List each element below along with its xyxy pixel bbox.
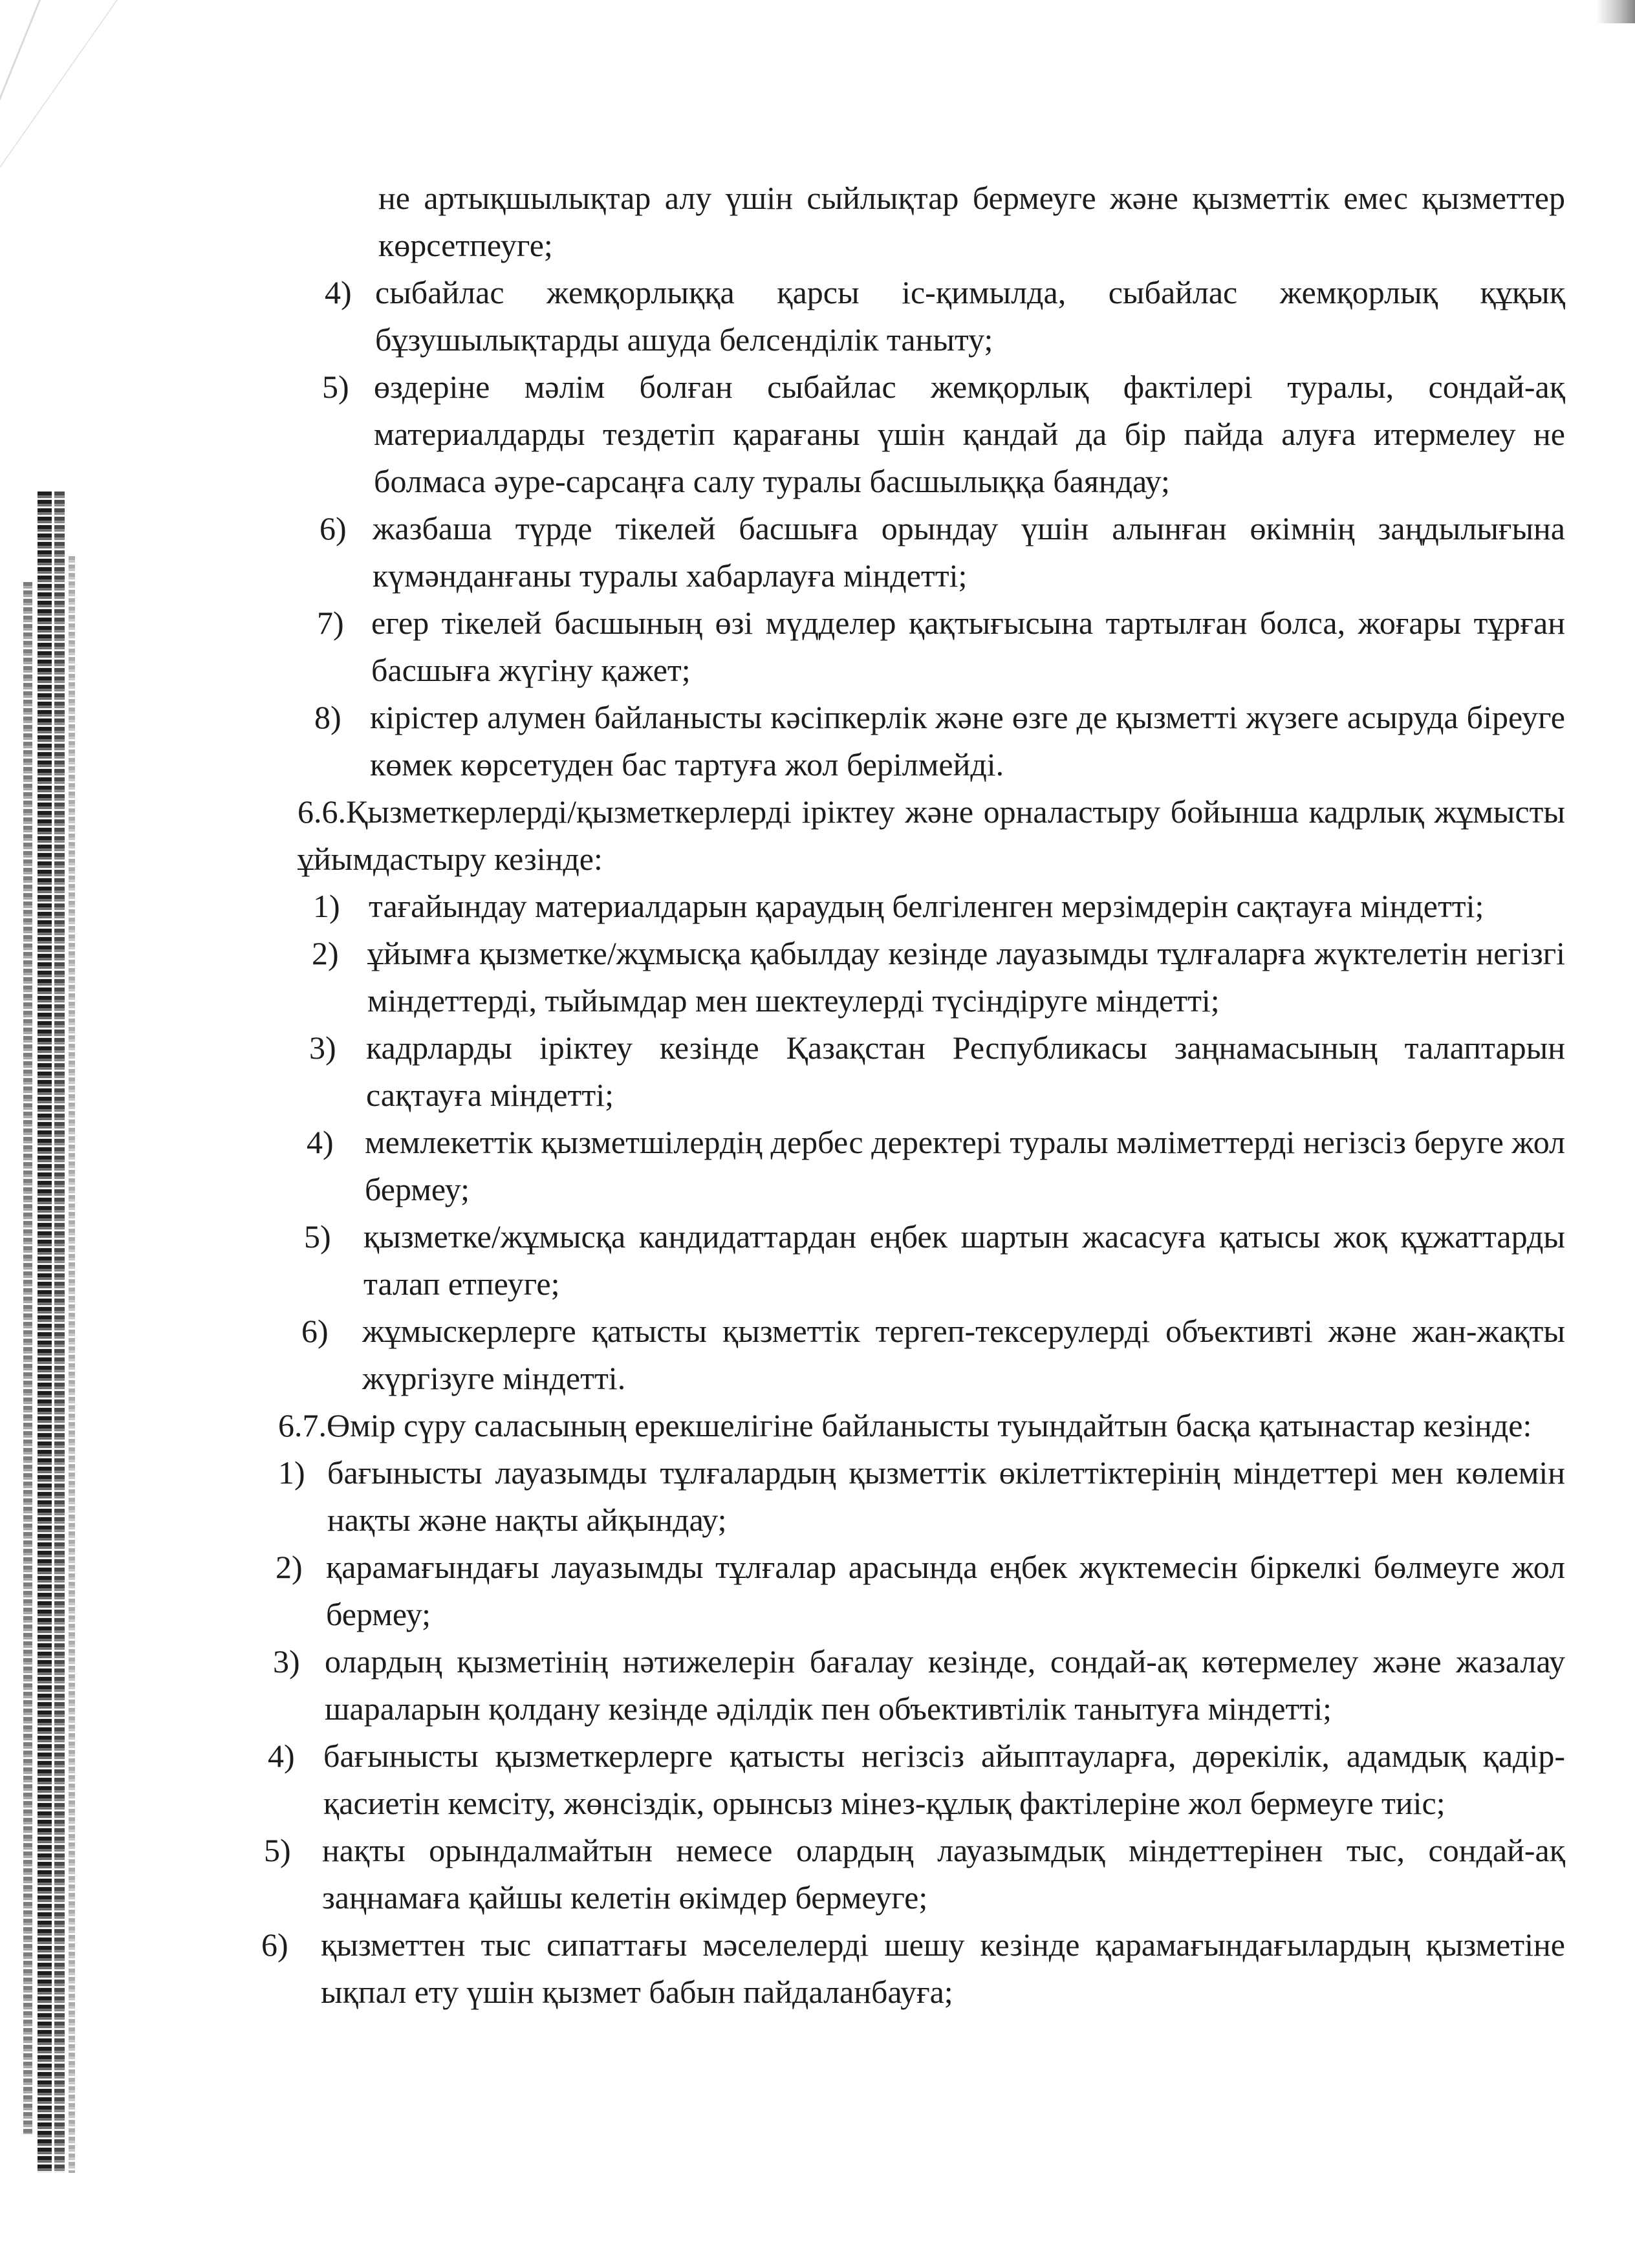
list-item-text: кірістер алумен байланысты кәсіпкерлік және өзге де қызметті жүзеге асыруда біреуге көмек көрсетуден бас тартуға жол берілмейді. xyxy=(370,699,1565,783)
list-item-text: қарамағындағы лауазымды тұлғалар арасында еңбек жүктемесін біркелкі бөлмеуге жол бермеу; xyxy=(326,1549,1565,1632)
list-item-text: өздеріне мәлім болған сыбайлас жемқорлық фактілері туралы, сондай-ақ материалдарды тездетіп қарағаны үшін қандай да бір пайда алуға итермелеу не болмаса әуре-сарсаңға салу туралы басшылыққа баяндау; xyxy=(374,369,1565,499)
list-item-text: қызметке/жұмысқа кандидаттардан еңбек шартын жасасуға қатысы жоқ құжаттарды талап етпеуге; xyxy=(363,1218,1565,1302)
document-body xyxy=(261,175,1565,2016)
list-item xyxy=(314,694,1565,788)
scan-binding-shadow xyxy=(23,582,32,2134)
list-item-number: 6) xyxy=(301,1313,329,1349)
list-item-text: сыбайлас жемқорлыққа қарсы іс-қимылда, сыбайлас жемқорлық құқық бұзушылықтарды ашуда белсенділік таныту; xyxy=(375,274,1565,358)
list-item xyxy=(307,1119,1565,1213)
list-item-text: егер тікелей басшының өзі мүдделер қақтығысына тартылған болса, жоғары тұрған басшыға жүгіну қажет; xyxy=(371,605,1565,688)
list-item-number: 2) xyxy=(312,935,339,971)
list-item xyxy=(304,1213,1565,1308)
list-item xyxy=(313,883,1565,930)
list-item-text: қызметтен тыс сипаттағы мәселелерді шешу кезінде қарамағындағылардың қызметіне ықпал ету үшін қызмет бабын пайдаланбауға; xyxy=(321,1927,1565,2010)
list-item-number: 5) xyxy=(264,1832,291,1868)
list-item-text: олардың қызметінің нәтижелерін бағалау кезінде, сондай-ақ көтермелеу және жазалау шараларын қолдану кезінде әділдік пен объективтілік танытуға міндетті; xyxy=(325,1643,1565,1727)
list-item-text: жұмыскерлерге қатысты қызметтік тергеп-тексерулерді объективті және жан-жақты жүргізуге міндетті. xyxy=(362,1313,1565,1396)
list-item-text: нақты орындалмайтын немесе олардың лауазымдық міндеттерінен тыс, сондай-ақ заңнамаға қайшы келетін өкімдер бермеуге; xyxy=(322,1832,1565,1916)
scan-binding-shadow xyxy=(38,491,52,2173)
list-item xyxy=(268,1733,1565,1827)
list-item-text: тағайындау материалдарын қараудың белгіленген мерзімдерін сақтауға міндетті; xyxy=(369,888,1484,924)
list-item-number: 4) xyxy=(307,1124,334,1160)
list-item xyxy=(322,363,1565,505)
list-item-text: жазбаша түрде тікелей басшыға орындау үшін алынған өкімнің заңдылығына күмәнданғаны туралы хабарлауға міндетті; xyxy=(373,510,1565,594)
list-item-text: ұйымға қызметке/жұмысқа қабылдау кезінде лауазымды тұлғаларға жүктелетін негізгі міндеттерді, тыйымдар мен шектеулерді түсіндіруге міндетті; xyxy=(367,935,1565,1019)
scan-binding-shadow xyxy=(54,491,65,2173)
list-item-text: бағынысты лауазымды тұлғалардың қызметтік өкілеттіктерінің міндеттері мен көлемін нақты және нақты айқындау; xyxy=(327,1454,1565,1538)
list-item-number: 2) xyxy=(276,1549,303,1585)
scan-binding-shadow xyxy=(69,556,75,2173)
section-heading-6-7: 6.7.Өмір сүру саласының ерекшелігіне байланысты туындайтын басқа қатынастар кезінде: xyxy=(278,1407,1532,1443)
list-item xyxy=(273,1638,1565,1733)
list-item xyxy=(261,1921,1565,2016)
list-item xyxy=(309,1024,1565,1119)
list-item xyxy=(319,505,1565,599)
continuation-text: не артықшылықтар алу үшін сыйлықтар бермеуге және қызметтік емес қызметтер көрсетпеуге; xyxy=(378,180,1565,263)
continuation-paragraph xyxy=(378,175,1565,269)
list-item-number: 5) xyxy=(304,1218,331,1255)
list-item xyxy=(264,1827,1565,1921)
list-item-number: 8) xyxy=(314,699,341,735)
list-item xyxy=(312,930,1565,1024)
list-item-number: 4) xyxy=(268,1738,295,1774)
list-item-number: 3) xyxy=(309,1030,336,1066)
list-item-number: 1) xyxy=(278,1454,305,1491)
section-heading-6-6: 6.6.Қызметкерлерді/қызметкерлерді іріктеу және орналастыру бойынша кадрлық жұмысты ұйымдастыру кезінде: xyxy=(298,794,1565,877)
scan-corner-mark xyxy=(1596,0,1635,23)
list-item-number: 6) xyxy=(319,510,347,546)
list-item xyxy=(278,1449,1565,1544)
list-item xyxy=(276,1544,1565,1638)
list-item xyxy=(301,1308,1565,1402)
list-item-number: 5) xyxy=(322,369,349,405)
list-item xyxy=(317,599,1565,694)
list-item-number: 1) xyxy=(313,888,340,924)
list-item-text: бағынысты қызметкерлерге қатысты негізсіз айыптауларға, дөрекілік, адамдық қадір-қасиетін кемсіту, жөнсіздік, орынсыз мінез-құлық фактілеріне жол бермеуге тиіс; xyxy=(323,1738,1565,1821)
list-item-text: мемлекеттік қызметшілердің дербес деректері туралы мәліметтерді негізсіз беруге жол бермеу; xyxy=(365,1124,1565,1207)
list-item-number: 4) xyxy=(325,274,352,310)
list-item xyxy=(325,269,1565,363)
list-item-text: кадрларды іріктеу кезінде Қазақстан Республикасы заңнамасының талаптарын сақтауға міндетті; xyxy=(366,1030,1565,1113)
list-item-number: 7) xyxy=(317,605,344,641)
list-item-number: 3) xyxy=(273,1643,300,1679)
list-item-number: 6) xyxy=(261,1927,288,1963)
